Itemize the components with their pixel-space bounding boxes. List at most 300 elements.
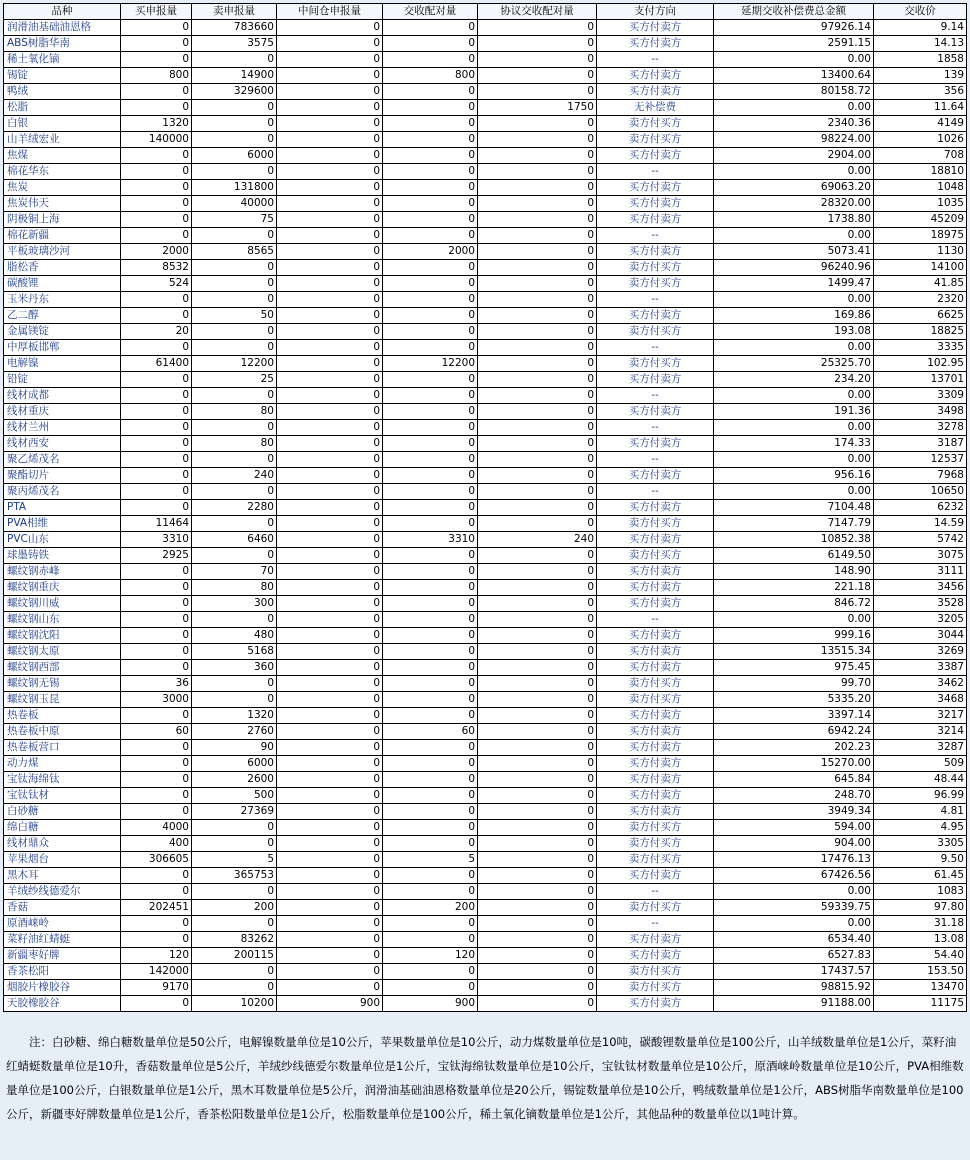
product-name-cell: 线材鼎众 [4,836,121,852]
value-cell: 0 [277,676,383,692]
value-cell: 999.16 [714,628,874,644]
product-name-cell: 金属镁锭 [4,324,121,340]
value-cell: 0 [121,404,192,420]
table-row [4,36,967,52]
product-name-cell: 白砂糖 [4,804,121,820]
value-cell: 0 [121,884,192,900]
payment-direction-cell: 买方付卖方 [597,212,714,228]
value-cell: 0 [277,180,383,196]
value-cell: 0 [383,772,478,788]
value-cell: 3456 [874,580,967,596]
value-cell: 0 [121,292,192,308]
value-cell: 0 [121,228,192,244]
table-row [4,980,967,996]
value-cell: 0.00 [714,612,874,628]
value-cell: 1083 [874,884,967,900]
payment-direction-cell: 卖方付买方 [597,692,714,708]
product-name-cell: 阴极铜上海 [4,212,121,228]
value-cell: 0 [383,628,478,644]
value-cell: 0 [277,532,383,548]
product-name-cell: 脂松香 [4,260,121,276]
value-cell: 0 [192,340,277,356]
value-cell: 0 [121,436,192,452]
value-cell: 0 [121,628,192,644]
column-header: 买申报量 [121,4,192,20]
product-name-cell: ABS树脂华南 [4,36,121,52]
table-row [4,244,967,260]
value-cell: 0 [277,900,383,916]
value-cell: 0 [277,212,383,228]
table-row [4,116,967,132]
table-row [4,948,967,964]
value-cell: 131800 [192,180,277,196]
value-cell: 0 [478,644,597,660]
value-cell: 97926.14 [714,20,874,36]
payment-direction-cell: 买方付卖方 [597,308,714,324]
table-row [4,276,967,292]
table-row [4,196,967,212]
value-cell: 221.18 [714,580,874,596]
value-cell: 0 [121,500,192,516]
value-cell: 14900 [192,68,277,84]
value-cell: 45209 [874,212,967,228]
column-header: 交收价 [874,4,967,20]
value-cell: 1738.80 [714,212,874,228]
value-cell: 9.50 [874,852,967,868]
product-name-cell: PVA相维 [4,516,121,532]
value-cell: 0 [277,852,383,868]
value-cell: 0 [192,836,277,852]
value-cell: 9.14 [874,20,967,36]
value-cell: 0 [478,212,597,228]
table-row [4,84,967,100]
value-cell: 0 [478,68,597,84]
table-row [4,884,967,900]
payment-direction-cell: -- [597,452,714,468]
table-row [4,484,967,500]
value-cell: 0 [277,292,383,308]
value-cell: 0 [478,884,597,900]
value-cell: 0 [478,84,597,100]
value-cell: 11175 [874,996,967,1012]
value-cell: 0 [478,948,597,964]
value-cell: 59339.75 [714,900,874,916]
value-cell: 11464 [121,516,192,532]
payment-direction-cell: 卖方付买方 [597,356,714,372]
product-name-cell: 苹果烟台 [4,852,121,868]
value-cell: 0 [121,708,192,724]
value-cell: 0.00 [714,388,874,404]
payment-direction-cell: 买方付卖方 [597,436,714,452]
product-name-cell: PVC山东 [4,532,121,548]
column-header: 延期交收补偿费总金额 [714,4,874,20]
value-cell: 0 [383,132,478,148]
value-cell: 0 [383,548,478,564]
value-cell: 0 [478,724,597,740]
value-cell: 0 [478,836,597,852]
product-name-cell: 热卷板中原 [4,724,121,740]
value-cell: 0 [277,468,383,484]
value-cell: 1026 [874,132,967,148]
value-cell: 0 [478,244,597,260]
table-row [4,788,967,804]
table-row [4,612,967,628]
value-cell: 0 [121,52,192,68]
value-cell: 80 [192,436,277,452]
value-cell: 0 [383,612,478,628]
payment-direction-cell: 买方付卖方 [597,244,714,260]
payment-direction-cell: 买方付卖方 [597,372,714,388]
product-name-cell: 线材兰州 [4,420,121,436]
value-cell: 329600 [192,84,277,100]
value-cell: 0 [478,340,597,356]
value-cell: 3305 [874,836,967,852]
value-cell: 0 [383,404,478,420]
value-cell: 0 [121,180,192,196]
value-cell: 4.95 [874,820,967,836]
value-cell: 0.00 [714,916,874,932]
value-cell: 3309 [874,388,967,404]
value-cell: 0 [121,388,192,404]
product-name-cell: 稀土氧化镝 [4,52,121,68]
value-cell: 0 [383,276,478,292]
value-cell: 80 [192,580,277,596]
value-cell: 0 [383,20,478,36]
value-cell: 2000 [121,244,192,260]
value-cell: 6149.50 [714,548,874,564]
payment-direction-cell: 卖方付买方 [597,676,714,692]
value-cell: 27369 [192,804,277,820]
product-name-cell: 球墨铸铁 [4,548,121,564]
value-cell: 0 [478,484,597,500]
product-name-cell: 铅锭 [4,372,121,388]
value-cell: 0 [121,564,192,580]
value-cell: 0 [478,916,597,932]
value-cell: 0 [121,308,192,324]
value-cell: 70 [192,564,277,580]
value-cell: 50 [192,308,277,324]
value-cell: 5168 [192,644,277,660]
product-name-cell: 天胶橡胶谷 [4,996,121,1012]
value-cell: 75 [192,212,277,228]
value-cell: 3205 [874,612,967,628]
value-cell: 0 [277,68,383,84]
value-cell: 61.45 [874,868,967,884]
value-cell: 0 [383,148,478,164]
product-name-cell: 松脂 [4,100,121,116]
value-cell: 1320 [121,116,192,132]
product-name-cell: 平板玻璃沙河 [4,244,121,260]
payment-direction-cell: 买方付卖方 [597,468,714,484]
value-cell: 3214 [874,724,967,740]
value-cell: 0 [478,740,597,756]
value-cell: 0 [277,692,383,708]
value-cell: 0 [478,260,597,276]
product-name-cell: 聚丙烯茂名 [4,484,121,500]
value-cell: 0 [277,500,383,516]
value-cell: 2600 [192,772,277,788]
payment-direction-cell: 买方付卖方 [597,756,714,772]
value-cell: 0 [277,324,383,340]
value-cell: 0 [383,180,478,196]
value-cell: 0 [478,660,597,676]
value-cell: 41.85 [874,276,967,292]
table-row [4,132,967,148]
value-cell: 1035 [874,196,967,212]
table-row [4,532,967,548]
value-cell: 0 [277,308,383,324]
value-cell: 12537 [874,452,967,468]
payment-direction-cell: 买方付卖方 [597,724,714,740]
value-cell: 0 [478,196,597,212]
column-header: 品种 [4,4,121,20]
value-cell: 800 [121,68,192,84]
value-cell: 0 [478,628,597,644]
value-cell: 356 [874,84,967,100]
value-cell: 0 [478,116,597,132]
product-name-cell: 聚乙烯茂名 [4,452,121,468]
value-cell: 708 [874,148,967,164]
table-row [4,852,967,868]
value-cell: 6000 [192,756,277,772]
payment-direction-cell: 卖方付买方 [597,132,714,148]
value-cell: 0 [121,372,192,388]
value-cell: 11.64 [874,100,967,116]
value-cell: 3575 [192,36,277,52]
value-cell: 2340.36 [714,116,874,132]
value-cell: 3269 [874,644,967,660]
value-cell: 0 [383,100,478,116]
value-cell: 0 [383,484,478,500]
value-cell: 8565 [192,244,277,260]
value-cell: 1048 [874,180,967,196]
value-cell: 0 [277,564,383,580]
value-cell: 0 [383,164,478,180]
table-row [4,820,967,836]
value-cell: 13515.34 [714,644,874,660]
value-cell: 0 [277,916,383,932]
value-cell: 0 [192,292,277,308]
value-cell: 0 [383,564,478,580]
value-cell: 153.50 [874,964,967,980]
value-cell: 13701 [874,372,967,388]
payment-direction-cell: 买方付卖方 [597,84,714,100]
value-cell: 5335.20 [714,692,874,708]
value-cell: 0 [277,436,383,452]
table-row [4,372,967,388]
table-row [4,436,967,452]
value-cell: 0 [192,100,277,116]
payment-direction-cell: 买方付卖方 [597,948,714,964]
value-cell: 365753 [192,868,277,884]
value-cell: 0 [277,948,383,964]
value-cell: 0 [121,804,192,820]
product-name-cell: 螺纹钢无锡 [4,676,121,692]
value-cell: 0 [478,164,597,180]
value-cell: 98815.92 [714,980,874,996]
value-cell: 0 [383,740,478,756]
value-cell: 0 [277,276,383,292]
value-cell: 0 [277,580,383,596]
value-cell: 2000 [383,244,478,260]
table-row [4,212,967,228]
value-cell: 13.08 [874,932,967,948]
value-cell: 96240.96 [714,260,874,276]
value-cell: 6460 [192,532,277,548]
product-name-cell: 线材重庆 [4,404,121,420]
value-cell: 0 [383,340,478,356]
product-name-cell: 线材成都 [4,388,121,404]
value-cell: 0 [121,148,192,164]
value-cell: 3287 [874,740,967,756]
column-header: 协议交收配对量 [478,4,597,20]
value-cell: 0 [383,644,478,660]
value-cell: 0 [121,452,192,468]
value-cell: 25325.70 [714,356,874,372]
value-cell: 500 [192,788,277,804]
payment-direction-cell: 卖方付买方 [597,964,714,980]
value-cell: 200 [383,900,478,916]
product-name-cell: 碳酸锂 [4,276,121,292]
product-name-cell: 电解镍 [4,356,121,372]
value-cell: 0 [478,324,597,340]
table-row [4,804,967,820]
value-cell: 3217 [874,708,967,724]
product-name-cell: 棉花华东 [4,164,121,180]
table-row [4,564,967,580]
value-cell: 6232 [874,500,967,516]
value-cell: 0 [121,340,192,356]
value-cell: 0 [383,708,478,724]
value-cell: 2925 [121,548,192,564]
value-cell: 0 [478,36,597,52]
payment-direction-cell: 卖方付买方 [597,116,714,132]
payment-direction-cell: 卖方付买方 [597,820,714,836]
value-cell: 0 [383,420,478,436]
value-cell: 2591.15 [714,36,874,52]
value-cell: 800 [383,68,478,84]
value-cell: 0 [121,788,192,804]
value-cell: 0 [277,660,383,676]
value-cell: 3498 [874,404,967,420]
product-name-cell: PTA [4,500,121,516]
table-row [4,180,967,196]
value-cell: 0.00 [714,340,874,356]
product-name-cell: 山羊绒宏业 [4,132,121,148]
value-cell: 5 [192,852,277,868]
value-cell: 14100 [874,260,967,276]
value-cell: 0 [383,52,478,68]
value-cell: 0 [277,340,383,356]
payment-direction-cell: 买方付卖方 [597,788,714,804]
value-cell: 0 [121,580,192,596]
value-cell: 2760 [192,724,277,740]
value-cell: 5 [383,852,478,868]
value-cell: 0 [277,404,383,420]
payment-direction-cell: 买方付卖方 [597,404,714,420]
value-cell: 98224.00 [714,132,874,148]
value-cell: 0 [478,468,597,484]
value-cell: 0 [277,388,383,404]
value-cell: 0 [277,708,383,724]
payment-direction-cell: 买方付卖方 [597,628,714,644]
value-cell: 3278 [874,420,967,436]
value-cell: 14.59 [874,516,967,532]
value-cell: 0 [277,452,383,468]
value-cell: 0 [383,196,478,212]
value-cell: 80158.72 [714,84,874,100]
value-cell: 509 [874,756,967,772]
value-cell: 0 [277,228,383,244]
value-cell: 0 [383,868,478,884]
value-cell: 10852.38 [714,532,874,548]
value-cell: 0 [277,644,383,660]
value-cell: 0 [383,580,478,596]
value-cell: 0 [277,932,383,948]
value-cell: 0 [192,612,277,628]
value-cell: 7147.79 [714,516,874,532]
value-cell: 0 [383,692,478,708]
product-name-cell: 线材西安 [4,436,121,452]
value-cell: 0 [478,980,597,996]
value-cell: 0.00 [714,292,874,308]
payment-direction-cell: 买方付卖方 [597,772,714,788]
table-row [4,692,967,708]
value-cell: 1130 [874,244,967,260]
payment-direction-cell: 买方付卖方 [597,20,714,36]
value-cell: 975.45 [714,660,874,676]
value-cell: 10200 [192,996,277,1012]
column-header: 支付方向 [597,4,714,20]
column-header: 交收配对量 [383,4,478,20]
table-row [4,964,967,980]
value-cell: 0 [277,20,383,36]
value-cell: 25 [192,372,277,388]
value-cell: 0.00 [714,164,874,180]
value-cell: 61400 [121,356,192,372]
value-cell: 1499.47 [714,276,874,292]
table-row [4,548,967,564]
value-cell: 0 [478,276,597,292]
table-row [4,452,967,468]
product-name-cell: 香茶松阳 [4,964,121,980]
value-cell: 169.86 [714,308,874,324]
value-cell: 0 [121,164,192,180]
payment-direction-cell: 买方付卖方 [597,500,714,516]
product-name-cell: 中厚板邯郸 [4,340,121,356]
value-cell: 0 [121,740,192,756]
value-cell: 0.00 [714,228,874,244]
value-cell: 0 [121,84,192,100]
table-row [4,500,967,516]
value-cell: 17437.57 [714,964,874,980]
value-cell: 0 [277,84,383,100]
payment-direction-cell: -- [597,612,714,628]
settlement-table [3,3,967,1012]
value-cell: 0 [277,820,383,836]
value-cell: 360 [192,660,277,676]
value-cell: 1858 [874,52,967,68]
value-cell: 17476.13 [714,852,874,868]
product-name-cell: 热卷板营口 [4,740,121,756]
payment-direction-cell: -- [597,164,714,180]
value-cell: 0 [478,548,597,564]
value-cell: 0 [383,84,478,100]
table-row [4,644,967,660]
value-cell: 0 [121,612,192,628]
product-name-cell: 热卷板 [4,708,121,724]
product-name-cell: 玉米丹东 [4,292,121,308]
